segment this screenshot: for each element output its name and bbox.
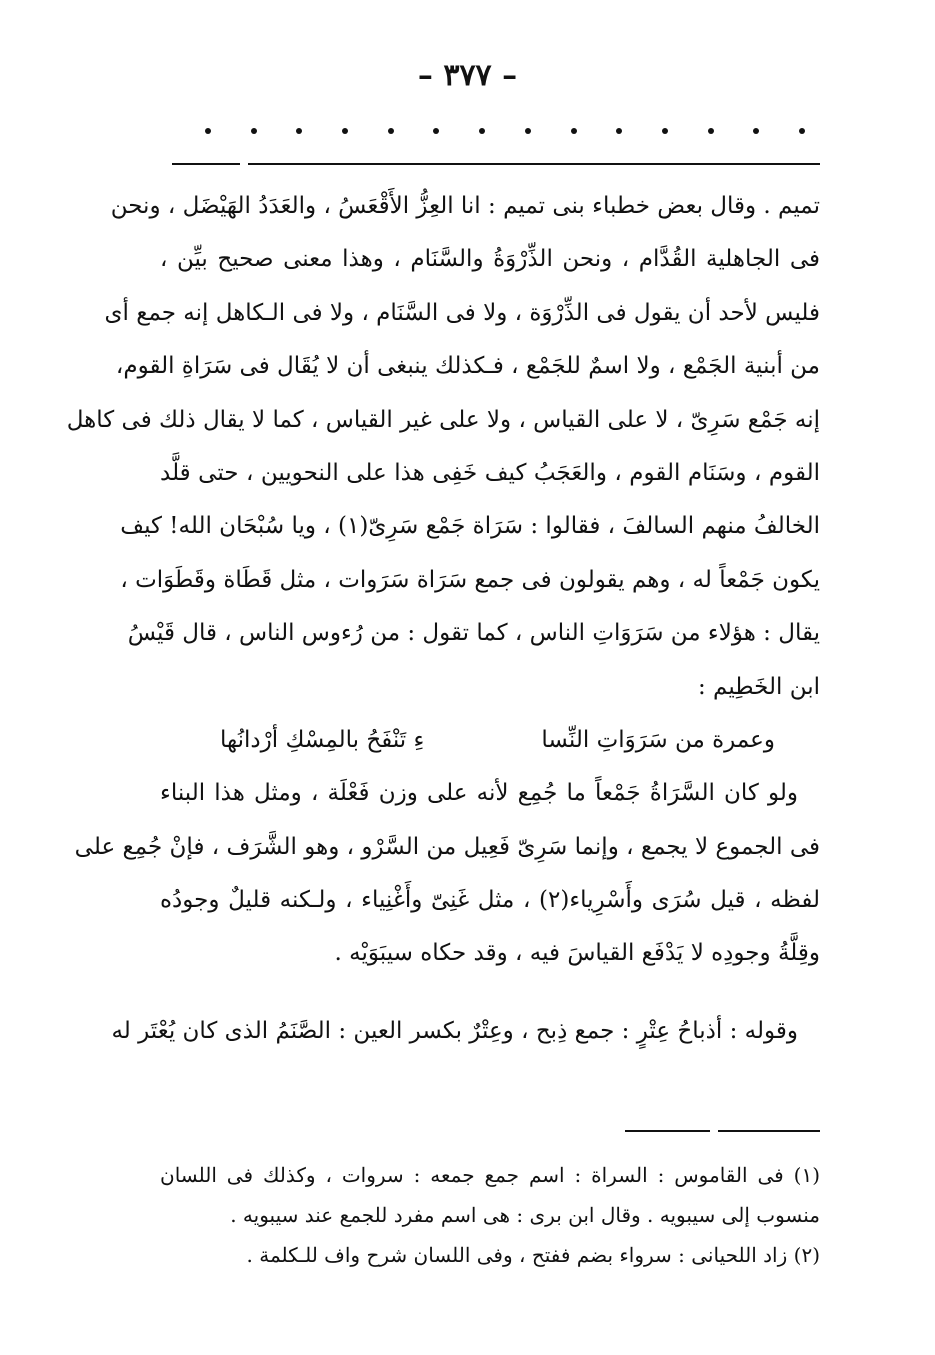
ornament-dots [205,128,805,134]
dot [708,128,714,134]
dot [433,128,439,134]
text-line: الخالفُ منهم السالفَ ، فقالوا : سَرَاة جَمْع سَرِىّ(١) ، ويا سُبْحَان الله! كيف [120,513,820,540]
text-line: ولو كان السَّرَاةُ جَمْعاً ما جُمِع لأنه على وزن فَعْلَة ، ومثل هذا البناء [160,780,798,807]
verse-first-hemistich: وعمرة من سَرَوَاتِ النِّسا [541,726,775,753]
verse-second-hemistich: ءِ تَنْفَحُ بالمِسْكِ أرْدانُها [220,726,425,753]
dot [662,128,668,134]
dot [205,128,211,134]
text-line: فليس لأحد أن يقول فى الذِّرْوَة ، ولا فى السَّنَام ، ولا فى الـكاهل إنه جمع أى [104,299,820,326]
text-line: وقِلَّةُ وجودِه لا يَدْفَع القياسَ فيه ، وقد حكاه سيبَوَيْه . [334,940,820,967]
top-divider [172,163,820,165]
text-line: فى الجموع لا يجمع ، وإنما سَرِىّ فَعِيل من السَّرْو ، وهو الشَّرَف ، فإنْ جُمِع على [74,833,820,860]
main-text [66,180,820,1058]
dot [342,128,348,134]
text-line: لفظه ، قيل سُرَى وأَسْرِياء(٢) ، مثل غَنِىّ وأَغْنِياء ، ولـكنه قليلٌ وجودُه [160,887,820,914]
footnote-line: (١) فى القاموس : السراة : اسم جمع جمعه : سروات ، وكذلك فى اللسان [160,1163,820,1187]
footnote-line: منسوب إلى سيبويه . وقال ابن برى : هى اسم مفرد للجمع عند سيبويه . [230,1203,820,1227]
dot [799,128,805,134]
text-line: يكون جَمْعاً له ، وهم يقولون فى جمع سَرَاة سَرَوات ، مثل قَطَاة وقَطَوَات ، [120,566,820,593]
dot [296,128,302,134]
text-line: وقوله : أذباحُ عِتْرٍ : جمع ذِبح ، وعِتْرٌ بكسر العين : الصَّنَمُ الذى كان يُعْتَر له [111,1017,798,1044]
text-line: فى الجاهلية القُدَّام ، ونحن الذِّرْوَةُ والسَّنَام ، وهذا معنى صحيح بيِّن ، [160,246,820,273]
text-line: تميم . وقال بعض خطباء بنى تميم : انا العِزُّ الأَقْعَسُ ، والعَدَدُ الهَيْضَل ، ونحن [110,193,820,219]
page-number: – ٣٧٧ – [417,58,518,93]
dot [753,128,759,134]
footnote-line: (٢) زاد اللحيانى : سرواء بضم ففتح ، وفى اللسان شرح واف للـكلمة . [246,1243,820,1267]
dot [479,128,485,134]
footnote-divider [625,1130,820,1132]
dot [388,128,394,134]
dot [525,128,531,134]
text-line: إنه جَمْع سَرِىّ ، لا على القياس ، ولا على غير القياس ، كما لا يقال ذلك فى كاهل [66,406,820,433]
text-line: ابن الخَطِيم : [697,673,820,700]
dot [571,128,577,134]
text-line: من أبنية الجَمْع ، ولا اسمٌ للجَمْع ، فـكذلك ينبغى أن لا يُقَال فى سَرَاةِ القوم، [115,353,820,380]
dot [251,128,257,134]
text-line: يقال : هؤلاء من سَرَوَاتِ الناس ، كما تقول : من رُءوس الناس ، قال قَيْسُ [127,620,820,647]
text-line: القوم ، وسَنَام القوم ، والعَجَبُ كيف خَفِى هذا على النحويين ، حتى قلَّد [160,459,820,486]
footnotes [160,1155,820,1275]
poetry-verse [160,714,820,767]
dot [616,128,622,134]
